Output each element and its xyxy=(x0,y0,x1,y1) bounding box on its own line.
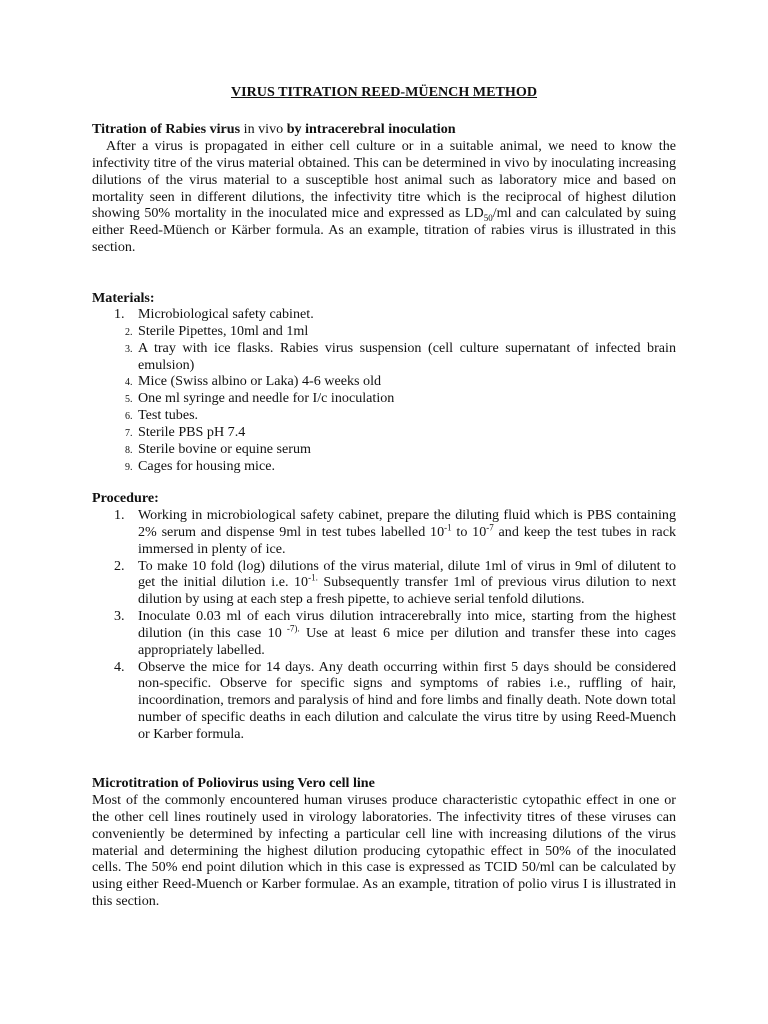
list-item xyxy=(92,323,676,340)
item-number: 8. xyxy=(125,444,133,456)
ld-subscript: 50 xyxy=(483,213,493,224)
superscript: -7). xyxy=(281,623,300,634)
item-text: Cages for housing mice. xyxy=(138,457,275,474)
polio-paragraph: Most of the commonly encountered human viruses produce characteristic cytopathic effect in one or the other cell lines routinely used in virology laboratories. The infectivity titres of these viruses can conveniently be determined by infecting a particular cell line with increasing dilutions of the virus material and determining the highest dilution producing cytopathic effect in 50% of the inoculated cells. The 50% end point dilution which in this case is expressed as TCID 50/ml can be calculated by using either Reed-Muench or Karber formulae. As an example, titration of polio virus I is illustrated in this section. xyxy=(92,792,676,910)
heading-part-2: in vivo xyxy=(240,121,287,137)
item-text-end: and keep the test tubes in rack immersed in plenty of ice. xyxy=(138,523,676,557)
item-number: 3. xyxy=(114,608,125,625)
list-item xyxy=(92,659,676,743)
list-item xyxy=(92,608,676,659)
item-text-cont: to 10 xyxy=(451,523,487,540)
list-item xyxy=(92,458,676,475)
item-number: 7. xyxy=(125,427,133,439)
list-item xyxy=(92,340,676,374)
item-number: 2. xyxy=(125,326,133,338)
materials-list xyxy=(92,306,676,474)
item-text: Inoculate 0.03 ml of each virus dilution intracerebrally into mice, starting from the highest dilution (in this case 10 xyxy=(138,608,676,641)
item-text: A tray with ice flasks. Rabies virus suspension (cell culture supernatant of infected brain emulsion) xyxy=(138,339,676,373)
item-text: Observe the mice for 14 days. Any death occurring within first 5 days should be considered non-specific. Observe for specific signs and symptoms of rabies i.e., ruffling of hair, incoordination, tremors and paralysis of hind and fore limbs and finally death. Note down total number of specific deaths in each dilution and calculate the virus titre by using Reed-Muench or Karber formula. xyxy=(138,658,676,742)
item-text: Sterile Pipettes, 10ml and 1ml xyxy=(138,322,309,339)
item-text: Test tubes. xyxy=(138,407,199,424)
list-item xyxy=(92,306,676,323)
list-item xyxy=(92,424,676,441)
item-text: Working in microbiological safety cabinet, prepare the diluting fluid which is PBS containing 2% serum and dispense 9ml in test tubes labelled 10 xyxy=(138,507,676,540)
rabies-section-heading xyxy=(92,121,676,138)
item-text-cont: Use at least 6 mice per dilution and transfer these into cages appropriately labelled. xyxy=(138,624,676,658)
item-number: 3. xyxy=(125,343,133,355)
list-item xyxy=(92,507,676,558)
list-item xyxy=(92,407,676,424)
item-text: Sterile PBS pH 7.4 xyxy=(138,423,246,440)
rabies-paragraph-rest: /ml and can calculated by suing either Reed-Müench or Kärber formula. As an example, titration of rabies virus is illustrated in this section. xyxy=(92,205,676,256)
heading-part-1: Titration of Rabies virus xyxy=(92,121,241,137)
superscript: -7 xyxy=(486,522,494,533)
item-text: Mice (Swiss albino or Laka) 4-6 weeks old xyxy=(138,373,382,390)
item-number: 1. xyxy=(114,306,125,322)
item-text: To make 10 fold (log) dilutions of the virus material, dilute 1ml of virus in 9ml of dilutent to get the initial dilution i.e. 10 xyxy=(138,557,676,591)
item-number: 1. xyxy=(114,507,125,523)
list-item xyxy=(92,390,676,407)
item-text: One ml syringe and needle for I/c inoculation xyxy=(138,390,395,407)
item-number: 2. xyxy=(114,557,125,574)
list-item xyxy=(92,373,676,390)
polio-section-heading: Microtitration of Poliovirus using Vero cell line xyxy=(92,775,375,791)
superscript: -1. xyxy=(308,572,318,583)
document-title: VIRUS TITRATION REED-MÜENCH METHOD xyxy=(230,84,538,100)
procedure-list xyxy=(92,507,676,743)
item-number: 4. xyxy=(125,377,133,389)
item-text-cont: Subsequently transfer 1ml of previous virus dilution to next dilution by using at each step a fresh pipette, to achieve serial tenfold dilutions. xyxy=(138,574,676,608)
superscript: -1 xyxy=(444,522,452,533)
item-number: 5. xyxy=(125,394,133,406)
list-item xyxy=(92,558,676,609)
heading-part-3: by intracerebral inoculation xyxy=(286,121,456,137)
procedure-heading: Procedure: xyxy=(92,490,159,506)
item-number: 9. xyxy=(125,461,133,473)
materials-heading: Materials: xyxy=(92,290,155,306)
list-item xyxy=(92,441,676,458)
rabies-paragraph-text: After a virus is propagated in either cell culture or in a suitable animal, we need to know the infectivity titre of the virus material obtained. This can be determined in vivo by inoculating increasing dilutions of the virus material to a susceptible host animal such as laboratory mice and based on mortality seen in different dilutions, the infectivity titre which is the reciprocal of highest dilution showing 50% mortality in the inoculated mice and expressed as LD xyxy=(92,138,676,222)
item-number: 6. xyxy=(125,411,133,423)
item-text: Sterile bovine or equine serum xyxy=(138,440,311,457)
rabies-paragraph xyxy=(92,138,676,256)
item-text: Microbiological safety cabinet. xyxy=(138,306,314,322)
item-number: 4. xyxy=(114,658,125,675)
